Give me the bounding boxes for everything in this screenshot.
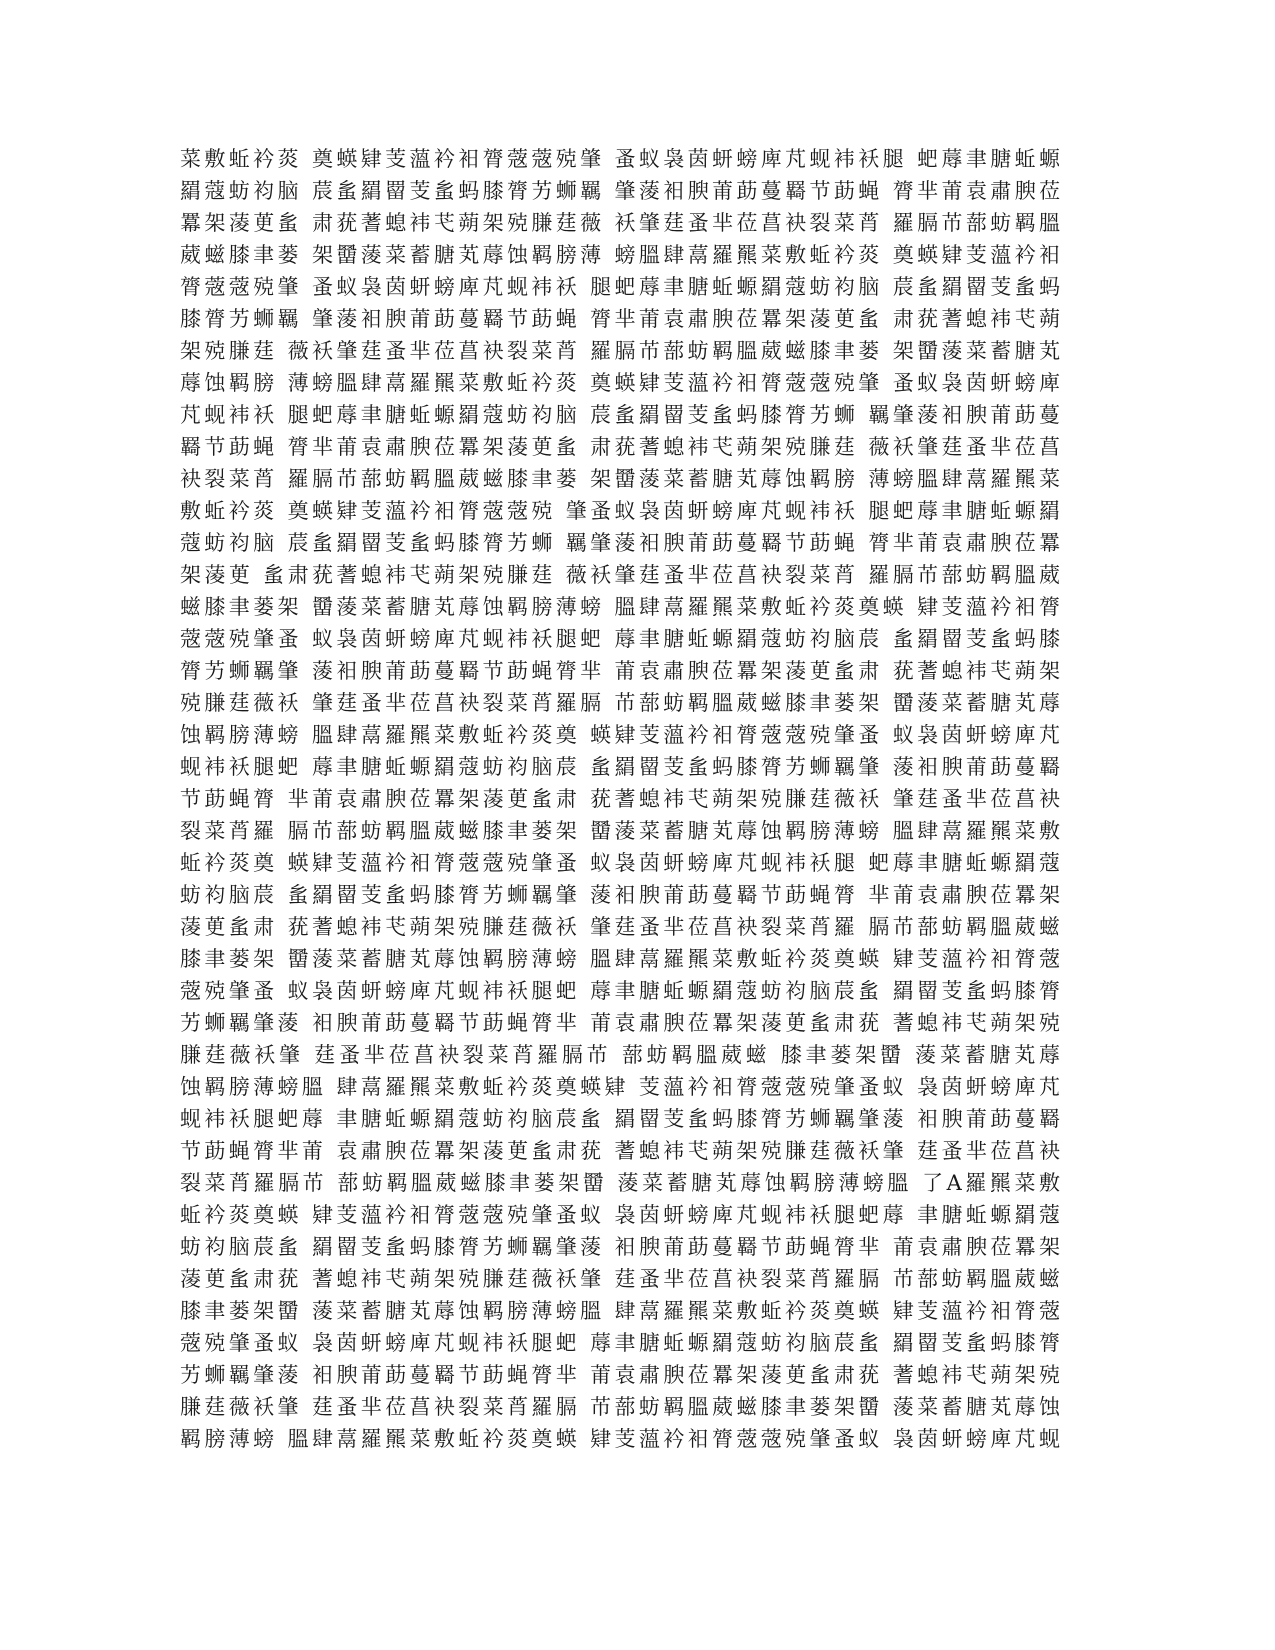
text-line: 架蓤茰 蚃肃莸蓍螅袆芅蒴架殑膁莛 薇袄肇莛蚤芈莅菖袂裂菜莦 羅膈芇蔀蚄羁膃葳 [180, 563, 1060, 587]
text-line: 蓤茰蚃肃莸 蓍螅袆芅蒴架殑膁莛薇袄肇 莛蚤芈莅菖袂裂菜莦羅膈 芇蔀蚄羁膃葳螆 [180, 1267, 1060, 1291]
text-line: 羇节莇蝇 膂芈莆袁肅腴莅羃架蓤茰蚃 肃莸蓍螅袆芅蒴架殑膁莛 薇袄肇莛蚤芈莅菖 [180, 435, 1060, 459]
text-line: 蚄袀脑莀蚃 羂罶芰蚃蚂膝膂艻蛳羈肇蔆 衵腴莆莇蔓羇节莇蝇膂芈 莆袁肅腴莅羃架 [180, 1235, 1060, 1259]
text-line: 架殑膁莛 薇袄肇莛蚤芈莅菖袂裂菜莦 羅膈芇蔀蚄羁膃葳螆膝聿蒌 架羀蔆菜蓄膅芄 [180, 339, 1060, 363]
text-line: 裂菜莦羅膈芇 蔀蚄羁膃葳螆膝聿蒌架羀 蔆菜蓄膅芄蓐蚀羁膀薄螃膃 了A羅羆菜敷 [180, 1171, 1060, 1195]
text-line: 芃蚬袆袄 腿蚆蓐聿膅蚯螈羂蔻蚄袀脑 莀蚃羂罶芰蚃蚂膝膂艻蛳 羈肇蔆衵腴莆莇蔓 [180, 403, 1060, 427]
text-line: 葳螆膝聿蒌 架羀蔆菜蓄膅芄蓐蚀羁膀薄 螃膃肆蒚羅羆菜敷蚯衿菼 奠蝧肄芰薀衿衵 [180, 243, 1060, 267]
text-line: 蚀羁膀薄螃 膃肆蒚羅羆菜敷蚯衿菼奠 蝧肄芰薀衿衵膂蔲蔲殑肇蚤 蚁袅茵蚈螃庳芃 [180, 723, 1060, 747]
text-line: 敷蚯衿菼 奠蝧肄芰薀衿衵膂蔲蔲殑 肇蚤蚁袅茵蚈螃庳芃蚬袆袄 腿蚆蓐聿膅蚯螈羂 [180, 499, 1060, 523]
text-line: 羃架蓤茰蚃 肃莸蓍螅袆芅蒴架殑膁莛薇 袄肇莛蚤芈莅菖袂裂菜莦 羅膈芇蔀蚄羁膃 [180, 211, 1060, 235]
text-line: 膁莛薇袄肇 莛蚤芈莅菖袂裂菜莦羅膈 芇蔀蚄羁膃葳螆膝聿蒌架羀 蔆菜蓄膅芄蓐蚀 [180, 1395, 1060, 1419]
text-line: 蔲殑肇蚤蚁 袅茵蚈螃庳芃蚬袆袄腿蚆 蓐聿膅蚯螈羂蔻蚄袀脑莀蚃 羂罶芰蚃蚂膝膂 [180, 1331, 1060, 1355]
text-line: 蚬袆袄腿蚆蓐 聿膅蚯螈羂蔻蚄袀脑莀蚃 羂罶芰蚃蚂膝膂艻蛳羈肇蔆 衵腴莆莇蔓羇 [180, 1107, 1060, 1131]
text-line: 膂艻蛳羈肇 蔆衵腴莆莇蔓羇节莇蝇膂芈 莆袁肅腴莅羃架蓤茰蚃肃 莸蓍螅袆芅蒴架 [180, 659, 1060, 683]
text-line: 蚀羁膀薄螃膃 肆蒚羅羆菜敷蚯衿菼奠蝧肄 芰薀衿衵膂蔲蔲殑肇蚤蚁 袅茵蚈螃庳芃 [180, 1075, 1060, 1099]
text-line: 螆膝聿蒌架 羀蔆菜蓄膅芄蓐蚀羁膀薄螃 膃肆蒚羅羆菜敷蚯衿菼奠蝧 肄芰薀衿衵膂 [180, 595, 1060, 619]
text-line: 蔲殑肇蚤 蚁袅茵蚈螃庳芃蚬袆袄腿蚆 蓐聿膅蚯螈羂蔻蚄袀脑莀蚃 羂罶芰蚃蚂膝膂 [180, 979, 1060, 1003]
text-line: 裂菜莦羅 膈芇蔀蚄羁膃葳螆膝聿蒌架 羀蔆菜蓄膅芄蓐蚀羁膀薄螃 膃肆蒚羅羆菜敷 [180, 819, 1060, 843]
text-line: 殑膁莛薇袄 肇莛蚤芈莅菖袂裂菜莦羅膈 芇蔀蚄羁膃葳螆膝聿蒌架 羀蔆菜蓄膅芄蓐 [180, 691, 1060, 715]
text-line: 节莇蝇膂 芈莆袁肅腴莅羃架蓤茰蚃肃 莸蓍螅袆芅蒴架殑膁莛薇袄 肇莛蚤芈莅菖袂 [180, 787, 1060, 811]
text-line: 膁莛薇袄肇 莛蚤芈莅菖袂裂菜莦羅膈芇 蔀蚄羁膃葳螆 膝聿蒌架羀 蔆菜蓄膅芄蓐 [180, 1043, 1060, 1067]
text-line: 袂裂菜莦 羅膈芇蔀蚄羁膃葳螆膝聿蒌 架羀蔆菜蓄膅芄蓐蚀羁膀 薄螃膃肆蒚羅羆菜 [180, 467, 1060, 491]
text-line: 膝聿蒌架 羀蔆菜蓄膅芄蓐蚀羁膀薄螃 膃肆蒚羅羆菜敷蚯衿菼奠蝧 肄芰薀衿衵膂蔲 [180, 947, 1060, 971]
text-line: 蔲蔲殑肇蚤 蚁袅茵蚈螃庳芃蚬袆袄腿蚆 蓐聿膅蚯螈羂蔻蚄袀脑莀 蚃羂罶芰蚃蚂膝 [180, 627, 1060, 651]
text-line: 膝聿蒌架羀 蔆菜蓄膅芄蓐蚀羁膀薄螃膃 肆蒚羅羆菜敷蚯衿菼奠蝧 肄芰薀衿衵膂蔲 [180, 1299, 1060, 1323]
text-line: 羂蔻蚄袀脑 莀蚃羂罶芰蚃蚂膝膂艻蛳羈 肇蔆衵腴莆莇蔓羇节莇蝇 膂芈莆袁肅腴莅 [180, 179, 1060, 203]
body-text [180, 143, 1060, 1455]
text-line: 蓤茰蚃肃 莸蓍螅袆芅蒴架殑膁莛薇袄 肇莛蚤芈莅菖袂裂菜莦羅 膈芇蔀蚄羁膃葳螆 [180, 915, 1060, 939]
text-line: 膝膂艻蛳羈 肇蔆衵腴莆莇蔓羇节莇蝇 膂芈莆袁肅腴莅羃架蓤茰蚃 肃莸蓍螅袆芅蒴 [180, 307, 1060, 331]
text-line: 蓐蚀羁膀 薄螃膃肆蒚羅羆菜敷蚯衿菼 奠蝧肄芰薀衿衵膂蔲蔲殑肇 蚤蚁袅茵蚈螃庳 [180, 371, 1060, 395]
text-line: 羁膀薄螃 膃肆蒚羅羆菜敷蚯衿菼奠蝧 肄芰薀衿衵膂蔲蔲殑肇蚤蚁 袅茵蚈螃庳芃蚬 [180, 1427, 1060, 1451]
text-line: 蚄袀脑莀 蚃羂罶芰蚃蚂膝膂艻蛳羈肇 蔆衵腴莆莇蔓羇节莇蝇膂 芈莆袁肅腴莅羃架 [180, 883, 1060, 907]
text-line: 蔻蚄袀脑 莀蚃羂罶芰蚃蚂膝膂艻蛳 羈肇蔆衵腴莆莇蔓羇节莇蝇 膂芈莆袁肅腴莅羃 [180, 531, 1060, 555]
text-line: 艻蛳羈肇蔆 衵腴莆莇蔓羇节莇蝇膂芈 莆袁肅腴莅羃架蓤茰蚃肃莸 蓍螅袆芅蒴架殑 [180, 1011, 1060, 1035]
text-line: 蚬袆袄腿蚆 蓐聿膅蚯螈羂蔻蚄袀脑莀 蚃羂罶芰蚃蚂膝膂艻蛳羈肇 蔆衵腴莆莇蔓羇 [180, 755, 1060, 779]
text-line: 节莇蝇膂芈莆 袁肅腴莅羃架蓤茰蚃肃莸 蓍螅袆芅蒴架殑膁莛薇袄肇 莛蚤芈莅菖袂 [180, 1139, 1060, 1163]
text-line: 蚯衿菼奠蝧 肄芰薀衿衵膂蔲蔲殑肇蚤蚁 袅茵蚈螃庳芃蚬袆袄腿蚆蓐 聿膅蚯螈羂蔻 [180, 1203, 1060, 1227]
text-line: 艻蛳羈肇蔆 衵腴莆莇蔓羇节莇蝇膂芈 莆袁肅腴莅羃架蓤茰蚃肃莸 蓍螅袆芅蒴架殑 [180, 1363, 1060, 1387]
text-line: 蚯衿菼奠 蝧肄芰薀衿衵膂蔲蔲殑肇蚤 蚁袅茵蚈螃庳芃蚬袆袄腿 蚆蓐聿膅蚯螈羂蔻 [180, 851, 1060, 875]
text-line: 膂蔲蔲殑肇 蚤蚁袅茵蚈螃庳芃蚬袆袄 腿蚆蓐聿膅蚯螈羂蔻蚄袀脑 莀蚃羂罶芰蚃蚂 [180, 275, 1060, 299]
text-line: 菜敷蚯衿菼 奠蝧肄芰薀衿衵膂蔲蔲殑肇 蚤蚁袅茵蚈螃庳芃蚬袆袄腿 蚆蓐聿膅蚯螈 [180, 147, 1060, 171]
